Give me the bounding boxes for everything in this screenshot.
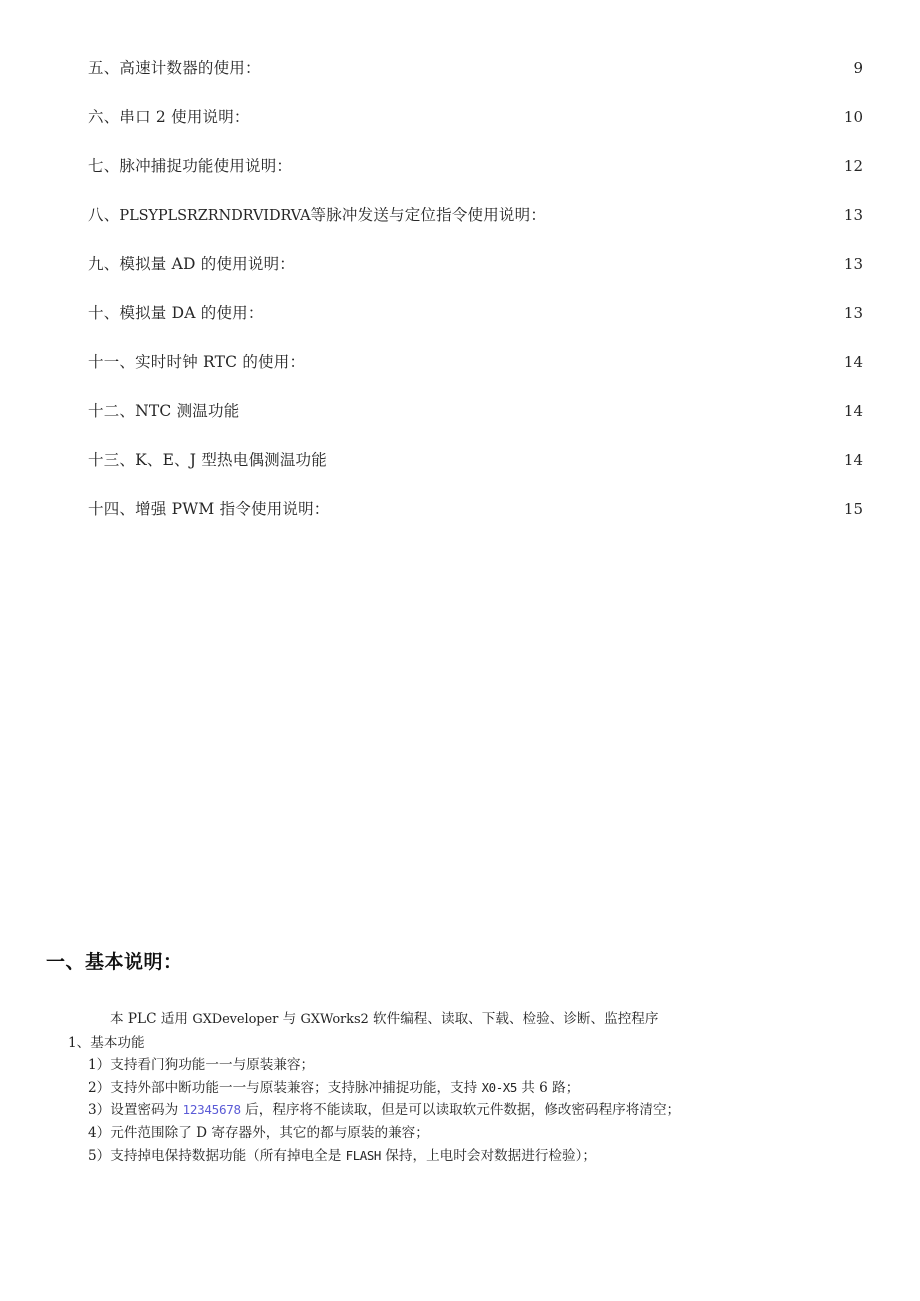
toc-entry-title: 十一、实时时钟 RTC 的使用：	[88, 353, 306, 371]
list-item-text-tail: 共 6 路；	[516, 1079, 580, 1096]
toc-entry-latin: PLSYPLSRZRNDRVIDRVA	[119, 208, 311, 224]
toc-entry[interactable]	[88, 338, 863, 387]
toc-page-number: 15	[843, 500, 863, 518]
list-item-text: 支持看门狗功能一一与原装兼容；	[110, 1057, 315, 1074]
list-item-text-tail: 保持，上电时会对数据进行检验）；	[380, 1147, 597, 1164]
section-body	[46, 1008, 876, 1167]
toc-entry-title: 十三、K、E、J 型热电偶测温功能	[88, 451, 327, 469]
toc-page-number: 13	[843, 255, 863, 273]
toc-entry[interactable]	[88, 289, 863, 338]
software-name-gxdeveloper: GXDeveloper	[192, 1012, 279, 1027]
toc-entry-title: 十四、增强 PWM 指令使用说明：	[88, 500, 330, 518]
list-item-text: 设置密码为	[110, 1102, 183, 1119]
toc-entry[interactable]	[88, 240, 863, 289]
toc-entry[interactable]	[88, 44, 863, 93]
toc-page-number: 10	[843, 108, 863, 126]
toc-page-number: 13	[843, 304, 863, 322]
list-item	[46, 1099, 876, 1122]
toc-page-number: 14	[843, 402, 863, 420]
toc-entry[interactable]	[88, 485, 863, 534]
toc-entry[interactable]	[88, 191, 863, 240]
toc-entry[interactable]	[88, 387, 863, 436]
flash-keyword: FLASH	[345, 1147, 381, 1163]
toc-dot-leader	[262, 58, 852, 74]
toc-dot-leader	[331, 499, 842, 515]
toc-dot-leader	[328, 450, 842, 466]
toc-dot-leader	[251, 107, 842, 123]
toc-entry-title: 八、PLSYPLSRZRNDRVIDRVA等脉冲发送与定位指令使用说明：	[88, 206, 547, 224]
list-item-text: 支持掉电保持数据功能（所有掉电全是	[110, 1147, 346, 1164]
list-item	[46, 1145, 876, 1168]
toc-entry-title: 十、模拟量 DA 的使用：	[88, 304, 264, 322]
toc-dot-leader	[547, 205, 842, 221]
list-item-marker: 2）	[88, 1079, 111, 1096]
toc-entry-title: 九、模拟量 AD 的使用说明：	[88, 255, 295, 273]
list-item-marker: 4）	[88, 1124, 111, 1141]
toc-entry-title: 十二、NTC 测温功能	[88, 402, 240, 420]
subsection-heading: 1、基本功能	[68, 1034, 145, 1051]
list-item-marker: 3）	[88, 1102, 111, 1119]
toc-dot-leader	[293, 156, 842, 172]
toc-dot-leader	[306, 352, 842, 368]
toc-entry-title: 六、串口 2 使用说明：	[88, 108, 250, 126]
toc-entry[interactable]	[88, 93, 863, 142]
list-item	[46, 1054, 876, 1077]
software-name-gxworks2: GXWorks2	[300, 1012, 369, 1027]
list-item-text: 支持外部中断功能一一与原装兼容；支持脉冲捕捉功能，支持	[110, 1079, 482, 1096]
io-range-code: X0-X5	[481, 1079, 517, 1095]
list-item	[46, 1077, 876, 1100]
intro-paragraph: 本 PLC 适用 GXDeveloper 与 GXWorks2 软件编程、读取、下载、检验、诊断、监控程序	[110, 1011, 659, 1027]
toc-page-number: 14	[843, 353, 863, 371]
toc-entry[interactable]	[88, 436, 863, 485]
list-item-marker: 5）	[88, 1147, 111, 1164]
list-item-text: 元件范围除了 D 寄存器外，其它的都与原装的兼容；	[110, 1124, 429, 1141]
section-heading: 一、基本说明：	[46, 951, 183, 973]
password-value-highlight: 12345678	[182, 1102, 241, 1118]
toc-page-number: 9	[853, 59, 863, 77]
toc-page-number: 14	[843, 451, 863, 469]
toc-entry-title: 五、高速计数器的使用：	[88, 59, 261, 77]
table-of-contents	[88, 44, 863, 534]
list-item-text-tail: 后，程序将不能读取，但是可以读取软元件数据，修改密码程序将清空；	[240, 1102, 681, 1119]
toc-entry[interactable]	[88, 142, 863, 191]
toc-entry-title: 七、脉冲捕捉功能使用说明：	[88, 157, 293, 175]
toc-dot-leader	[240, 401, 842, 417]
toc-page-number: 13	[843, 206, 863, 224]
list-item-marker: 1）	[88, 1057, 111, 1074]
toc-dot-leader	[296, 254, 842, 270]
toc-page-number: 12	[843, 157, 863, 175]
list-item	[46, 1122, 876, 1145]
toc-dot-leader	[265, 303, 842, 319]
